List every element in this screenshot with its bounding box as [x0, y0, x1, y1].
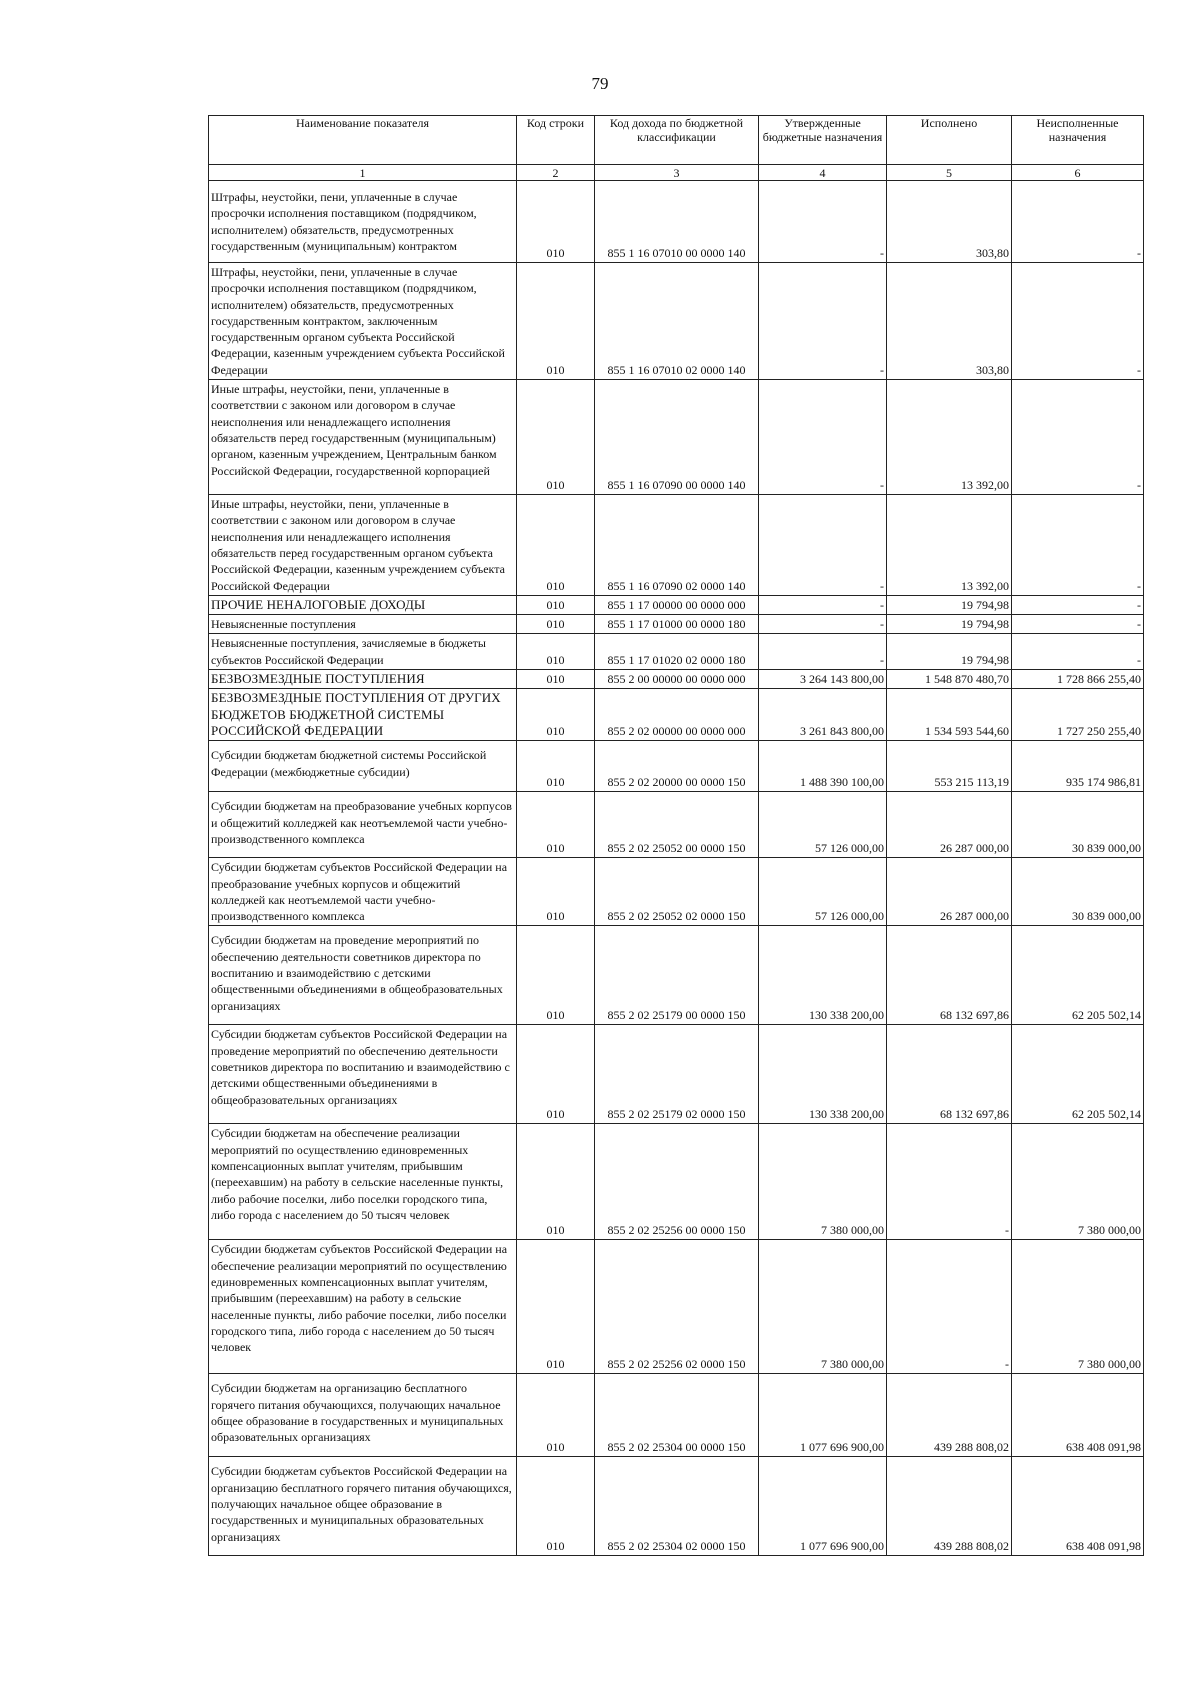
indicator-name: Субсидии бюджетам на преобразование учебных корпусов и общежитий колледжей как неотъемлемой части учебно-производственного комплекса	[209, 792, 517, 858]
header-approved: Утвержденные бюджетные назначения	[759, 116, 887, 165]
executed-value: -	[887, 1124, 1012, 1240]
approved-value: 7 380 000,00	[759, 1124, 887, 1240]
indicator-name: Иные штрафы, неустойки, пени, уплаченные в соответствии с законом или договором в случае неисполнения или ненадлежащего исполнения обязательств перед государственным (муниципальным) органом, казенным учреждением, Центральным банком Российской Федерации, государственной корпорацией	[209, 380, 517, 495]
income-code: 855 1 17 01020 02 0000 180	[595, 634, 759, 670]
header-unexecuted: Неисполненные назначения	[1012, 116, 1144, 165]
unexecuted-value: 7 380 000,00	[1012, 1240, 1144, 1374]
line-code: 010	[517, 689, 595, 741]
approved-value: -	[759, 495, 887, 596]
table-row	[209, 181, 1144, 263]
header-income-code: Код дохода по бюджетной классификации	[595, 116, 759, 165]
executed-value: 68 132 697,86	[887, 926, 1012, 1025]
executed-value: 19 794,98	[887, 615, 1012, 634]
income-code: 855 2 02 25052 02 0000 150	[595, 858, 759, 926]
income-code: 855 2 00 00000 00 0000 000	[595, 670, 759, 689]
table-row	[209, 595, 1144, 614]
income-code: 855 2 02 25052 00 0000 150	[595, 792, 759, 858]
unexecuted-value: 62 205 502,14	[1012, 1025, 1144, 1124]
income-code: 855 1 17 00000 00 0000 000	[595, 595, 759, 614]
unexecuted-value: -	[1012, 615, 1144, 634]
unexecuted-value: 935 174 986,81	[1012, 741, 1144, 792]
executed-value: 303,80	[887, 181, 1012, 263]
table-row	[209, 670, 1144, 689]
indicator-name: Субсидии бюджетам субъектов Российской Федерации на обеспечение реализации мероприятий по осуществлению единовременных компенсационных выплат учителям, прибывшим (переехавшим) на работу в сельские населенные пункты, либо рабочие поселки, либо поселки городского типа, либо города с населением до 50 тысяч человек	[209, 1240, 517, 1374]
executed-value: 13 392,00	[887, 495, 1012, 596]
executed-value: 1 534 593 544,60	[887, 689, 1012, 741]
line-code: 010	[517, 380, 595, 495]
executed-value: 553 215 113,19	[887, 741, 1012, 792]
line-code: 010	[517, 741, 595, 792]
line-code: 010	[517, 495, 595, 596]
table-row	[209, 1374, 1144, 1457]
table-row	[209, 858, 1144, 926]
unexecuted-value: 30 839 000,00	[1012, 858, 1144, 926]
table-row	[209, 615, 1144, 634]
indicator-name: Невыясненные поступления, зачисляемые в бюджеты субъектов Российской Федерации	[209, 634, 517, 670]
unexecuted-value: -	[1012, 595, 1144, 614]
unexecuted-value: -	[1012, 380, 1144, 495]
table-row	[209, 1025, 1144, 1124]
unexecuted-value: 638 408 091,98	[1012, 1374, 1144, 1457]
approved-value: 7 380 000,00	[759, 1240, 887, 1374]
executed-value: 303,80	[887, 263, 1012, 380]
approved-value: 130 338 200,00	[759, 1025, 887, 1124]
line-code: 010	[517, 792, 595, 858]
indicator-name: Штрафы, неустойки, пени, уплаченные в случае просрочки исполнения поставщиком (подрядчиком, исполнителем) обязательств, предусмотренных государственным контрактом, заключенным государственным органом субъекта Российской Федерации, казенным учреждением субъекта Российской Федерации	[209, 263, 517, 380]
column-number: 3	[595, 165, 759, 181]
unexecuted-value: 30 839 000,00	[1012, 792, 1144, 858]
header-line-code: Код строки	[517, 116, 595, 165]
executed-value: 439 288 808,02	[887, 1457, 1012, 1556]
approved-value: 57 126 000,00	[759, 858, 887, 926]
line-code: 010	[517, 595, 595, 614]
column-number: 5	[887, 165, 1012, 181]
executed-value: 439 288 808,02	[887, 1374, 1012, 1457]
approved-value: 57 126 000,00	[759, 792, 887, 858]
line-code: 010	[517, 181, 595, 263]
approved-value: -	[759, 615, 887, 634]
indicator-name: Субсидии бюджетам на проведение мероприятий по обеспечению деятельности советников директора по воспитанию и взаимодействию с детскими общественными объединениями в общеобразовательных организациях	[209, 926, 517, 1025]
executed-value: 19 794,98	[887, 595, 1012, 614]
indicator-name: Штрафы, неустойки, пени, уплаченные в случае просрочки исполнения поставщиком (подрядчиком, исполнителем) обязательств, предусмотренных государственным (муниципальным) контрактом	[209, 181, 517, 263]
income-code: 855 2 02 00000 00 0000 000	[595, 689, 759, 741]
income-code: 855 2 02 25304 00 0000 150	[595, 1374, 759, 1457]
line-code: 010	[517, 1025, 595, 1124]
column-number: 2	[517, 165, 595, 181]
table-row	[209, 380, 1144, 495]
approved-value: -	[759, 380, 887, 495]
income-code: 855 2 02 25179 00 0000 150	[595, 926, 759, 1025]
indicator-name: БЕЗВОЗМЕЗДНЫЕ ПОСТУПЛЕНИЯ	[209, 670, 517, 689]
income-code: 855 1 16 07010 02 0000 140	[595, 263, 759, 380]
line-code: 010	[517, 670, 595, 689]
indicator-name: Субсидии бюджетам субъектов Российской Федерации на организацию бесплатного горячего питания обучающихся, получающих начальное общее образование в государственных и муниципальных образовательных организациях	[209, 1457, 517, 1556]
header-row	[209, 116, 1144, 165]
income-code: 855 1 16 07010 00 0000 140	[595, 181, 759, 263]
income-code: 855 1 16 07090 00 0000 140	[595, 380, 759, 495]
column-numbers-row	[209, 165, 1144, 181]
unexecuted-value: 1 728 866 255,40	[1012, 670, 1144, 689]
executed-value: 26 287 000,00	[887, 792, 1012, 858]
table-row	[209, 792, 1144, 858]
unexecuted-value: 1 727 250 255,40	[1012, 689, 1144, 741]
approved-value: 1 077 696 900,00	[759, 1374, 887, 1457]
approved-value: -	[759, 263, 887, 380]
executed-value: 1 548 870 480,70	[887, 670, 1012, 689]
unexecuted-value: 638 408 091,98	[1012, 1457, 1144, 1556]
executed-value: 13 392,00	[887, 380, 1012, 495]
indicator-name: Субсидии бюджетам на обеспечение реализации мероприятий по осуществлению единовременных компенсационных выплат учителям, прибывшим (переехавшим) на работу в сельские населенные пункты, либо рабочие поселки, либо поселки городского типа, либо города с населением до 50 тысяч человек	[209, 1124, 517, 1240]
unexecuted-value: -	[1012, 181, 1144, 263]
line-code: 010	[517, 858, 595, 926]
page-number: 79	[591, 74, 609, 93]
indicator-name: Невыясненные поступления	[209, 615, 517, 634]
table-row	[209, 741, 1144, 792]
approved-value: 130 338 200,00	[759, 926, 887, 1025]
column-number: 6	[1012, 165, 1144, 181]
indicator-name: Субсидии бюджетам бюджетной системы Российской Федерации (межбюджетные субсидии)	[209, 741, 517, 792]
header-executed: Исполнено	[887, 116, 1012, 165]
unexecuted-value: -	[1012, 263, 1144, 380]
unexecuted-value: -	[1012, 634, 1144, 670]
table-row	[209, 926, 1144, 1025]
approved-value: -	[759, 181, 887, 263]
indicator-name: Субсидии бюджетам субъектов Российской Федерации на проведение мероприятий по обеспечению деятельности советников директора по воспитанию и взаимодействию с детскими общественными объединениями в общеобразовательных организациях	[209, 1025, 517, 1124]
table-row	[209, 1240, 1144, 1374]
approved-value: -	[759, 634, 887, 670]
unexecuted-value: 62 205 502,14	[1012, 926, 1144, 1025]
indicator-name: ПРОЧИЕ НЕНАЛОГОВЫЕ ДОХОДЫ	[209, 595, 517, 614]
indicator-name: БЕЗВОЗМЕЗДНЫЕ ПОСТУПЛЕНИЯ ОТ ДРУГИХ БЮДЖЕТОВ БЮДЖЕТНОЙ СИСТЕМЫ РОССИЙСКОЙ ФЕДЕРАЦИИ	[209, 689, 517, 741]
line-code: 010	[517, 1457, 595, 1556]
income-code: 855 2 02 25256 02 0000 150	[595, 1240, 759, 1374]
line-code: 010	[517, 926, 595, 1025]
table-row	[209, 1124, 1144, 1240]
line-code: 010	[517, 1374, 595, 1457]
table-row	[209, 263, 1144, 380]
indicator-name: Субсидии бюджетам на организацию бесплатного горячего питания обучающихся, получающих начальное общее образование в государственных и муниципальных образовательных организациях	[209, 1374, 517, 1457]
income-code: 855 2 02 25304 02 0000 150	[595, 1457, 759, 1556]
income-code: 855 2 02 20000 00 0000 150	[595, 741, 759, 792]
line-code: 010	[517, 1240, 595, 1374]
line-code: 010	[517, 263, 595, 380]
executed-value: 26 287 000,00	[887, 858, 1012, 926]
budget-execution-table	[208, 115, 1144, 1556]
executed-value: 19 794,98	[887, 634, 1012, 670]
income-code: 855 1 16 07090 02 0000 140	[595, 495, 759, 596]
income-code: 855 2 02 25256 00 0000 150	[595, 1124, 759, 1240]
approved-value: 1 488 390 100,00	[759, 741, 887, 792]
column-number: 1	[209, 165, 517, 181]
header-name: Наименование показателя	[209, 116, 517, 165]
table-row	[209, 634, 1144, 670]
approved-value: -	[759, 595, 887, 614]
income-code: 855 1 17 01000 00 0000 180	[595, 615, 759, 634]
unexecuted-value: 7 380 000,00	[1012, 1124, 1144, 1240]
line-code: 010	[517, 615, 595, 634]
column-number: 4	[759, 165, 887, 181]
line-code: 010	[517, 1124, 595, 1240]
unexecuted-value: -	[1012, 495, 1144, 596]
line-code: 010	[517, 634, 595, 670]
approved-value: 1 077 696 900,00	[759, 1457, 887, 1556]
indicator-name: Иные штрафы, неустойки, пени, уплаченные в соответствии с законом или договором в случае неисполнения или ненадлежащего исполнения обязательств перед государственным органом субъекта Российской Федерации, казенным учреждением субъекта Российской Федерации	[209, 495, 517, 596]
income-code: 855 2 02 25179 02 0000 150	[595, 1025, 759, 1124]
approved-value: 3 261 843 800,00	[759, 689, 887, 741]
table-row	[209, 1457, 1144, 1556]
executed-value: 68 132 697,86	[887, 1025, 1012, 1124]
executed-value: -	[887, 1240, 1012, 1374]
table-row	[209, 689, 1144, 741]
indicator-name: Субсидии бюджетам субъектов Российской Федерации на преобразование учебных корпусов и общежитий колледжей как неотъемлемой части учебно-производственного комплекса	[209, 858, 517, 926]
table-row	[209, 495, 1144, 596]
approved-value: 3 264 143 800,00	[759, 670, 887, 689]
